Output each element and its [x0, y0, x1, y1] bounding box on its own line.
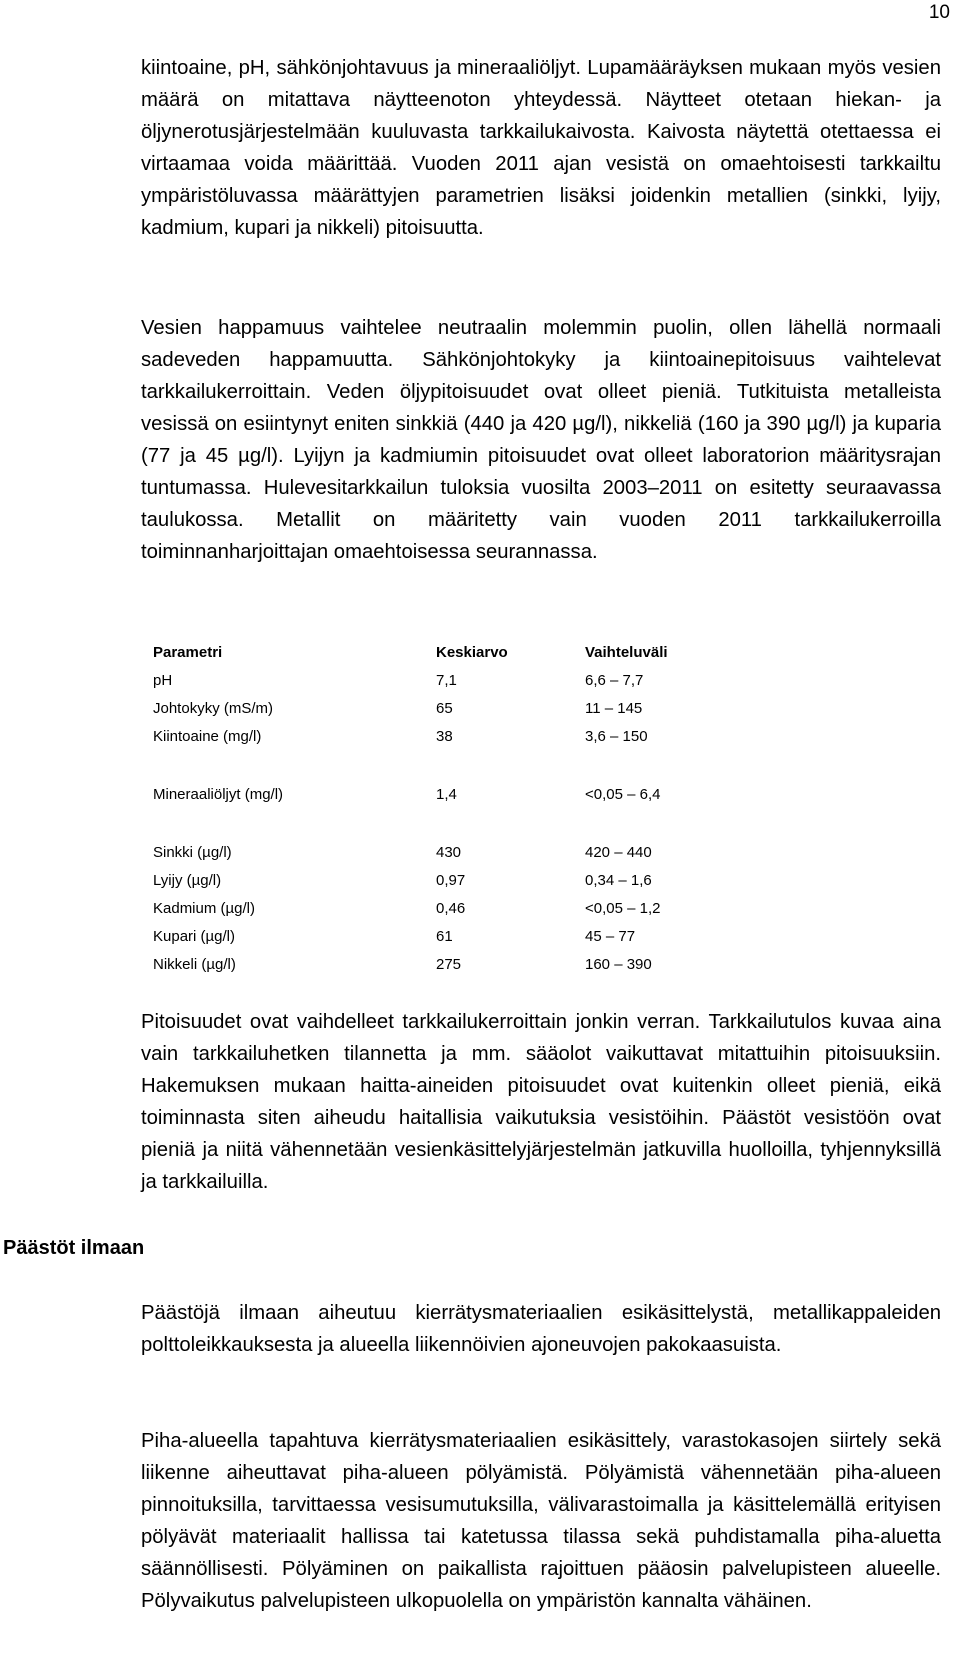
table-cell: 7,1: [436, 671, 457, 689]
table-row: [153, 950, 745, 978]
column-header-parameter: Parametri: [153, 643, 223, 661]
table-cell: Mineraaliöljyt (mg/l): [153, 785, 284, 803]
table-row: [153, 866, 745, 894]
table-row: [153, 722, 745, 750]
table-row: [153, 894, 745, 922]
column-header-range: Vaihteluväli: [585, 643, 668, 661]
table-row: [153, 780, 745, 808]
table-cell: Johtokyky (mS/m): [153, 699, 274, 717]
table-cell: Sinkki (µg/l): [153, 843, 232, 861]
table-spacer-row: [153, 808, 745, 838]
water-monitoring-table: [153, 638, 745, 978]
table-cell: Kupari (µg/l): [153, 927, 236, 945]
table-cell: 430: [436, 843, 462, 861]
table-cell: 6,6 – 7,7: [585, 671, 644, 689]
paragraph-concentration-variation: Pitoisuudet ovat vaihdelleet tarkkailukerroittain jonkin verran. Tarkkailutulos kuvaa aina vain tarkkailuhetken tilannetta ja mm. sääolot vaikuttavat mitattuihin pitoisuuksiin. Hakemuksen mukaan haitta-aineiden pitoisuudet ovat kuitenkin olleet pieniä, eikä toiminnasta siten aiheudu haitallisia vaikutuksia vesistöihin. Päästöt vesistöön ovat pieniä ja niitä vähennetään vesienkäsittelyjärjestelmän jatkuvilla huolloilla, tyhjennyksillä ja tarkkailuilla.: [141, 1011, 941, 1193]
paragraph-water-quality: Vesien happamuus vaihtelee neutraalin molemmin puolin, ollen lähellä normaali sadeveden happamuutta. Sähkönjohtokyky ja kiintoainepitoisuus vaihtelevat tarkkailukerroittain. Veden öljypitoisuudet ovat olleet pieniä. Tutkituista metalleista vesissä on esiintynyt eniten sinkkiä (440 ja 420 µg/l), nikkeliä (160 ja 390 µg/l) ja kuparia (77 ja 45 µg/l). Lyijyn ja kadmiumin pitoisuudet ovat olleet laboratorion määritysrajan tuntumassa. Hulevesitarkkailun tuloksia vuosilta 2003–2011 on esitetty seuraavassa taulukossa. Metallit on määritetty vain vuoden 2011 tarkkailukerroilla toiminnanharjoittajan omaehtoisessa seurannassa.: [141, 317, 941, 563]
table-cell: 160 – 390: [585, 955, 652, 973]
table-row: [153, 694, 745, 722]
table-cell: 0,97: [436, 871, 466, 889]
paragraph-water-sampling: kiintoaine, pH, sähkönjohtavuus ja mineraaliöljyt. Lupamääräyksen mukaan myös vesien määrä on mitattava näytteenoton yhteydessä. Näytteet otetaan hiekan- ja öljynerotusjärjestelmään kuuluvasta tarkkailukaivosta. Kaivosta näytettä otettaessa ei virtaamaa voida määrittää. Vuoden 2011 ajan vesistä on omaehtoisesti tarkkailtu ympäristöluvassa määrättyjen parametrien lisäksi joidenkin metallien (sinkki, lyijy, kadmium, kupari ja nikkeli) pitoisuutta.: [141, 57, 941, 239]
table-cell: Lyijy (µg/l): [153, 871, 222, 889]
table-cell: <0,05 – 6,4: [585, 785, 661, 803]
table-cell: <0,05 – 1,2: [585, 899, 661, 917]
table-cell: 275: [436, 955, 462, 973]
table-row: [153, 922, 745, 950]
table-cell: pH: [153, 671, 173, 689]
table-cell: 1,4: [436, 785, 457, 803]
table-cell: Kiintoaine (mg/l): [153, 727, 262, 745]
table-cell: 45 – 77: [585, 927, 636, 945]
table-cell: Kadmium (µg/l): [153, 899, 255, 917]
column-header-mean: Keskiarvo: [436, 643, 508, 661]
page-number: 10: [928, 2, 950, 23]
table-cell: Nikkeli (µg/l): [153, 955, 236, 973]
table-spacer-row: [153, 750, 745, 780]
paragraph-dust-control: Piha-alueella tapahtuva kierrätysmateriaalien esikäsittely, varastokasojen siirtely sekä liikenne aiheuttavat piha-alueen pölyämistä. Pölyämistä vähennetään piha-alueen pinnoituksilla, tarvittaessa vesisumutuksilla, välivarastoimalla ja käsittelemällä erityisen pölyävät materiaalit hallissa tai katetussa tilassa sekä puhdistamalla piha-aluetta säännöllisesti. Pölyäminen on paikallista rajoittuen pääosin palvelupisteen alueelle. Pölyvaikutus palvelupisteen ulkopuolella on ympäristön kannalta vähäinen.: [141, 1430, 941, 1612]
table-row: [153, 666, 745, 694]
table-cell: 3,6 – 150: [585, 727, 648, 745]
table-cell: 65: [436, 699, 453, 717]
table-row: [153, 838, 745, 866]
paragraph-air-emission-sources: Päästöjä ilmaan aiheutuu kierrätysmateriaalien esikäsittelystä, metallikappaleiden polttoleikkauksesta ja alueella liikennöivien ajoneuvojen pakokaasuista.: [141, 1302, 941, 1356]
table-cell: 0,34 – 1,6: [585, 871, 652, 889]
table-header-row: [153, 638, 745, 666]
table-cell: 11 – 145: [585, 699, 643, 717]
table-cell: 0,46: [436, 899, 466, 917]
table-cell: 420 – 440: [585, 843, 652, 861]
table-cell: 38: [436, 727, 453, 745]
section-heading-air-emissions: Päästöt ilmaan: [3, 1237, 145, 1259]
table-cell: 61: [436, 927, 453, 945]
